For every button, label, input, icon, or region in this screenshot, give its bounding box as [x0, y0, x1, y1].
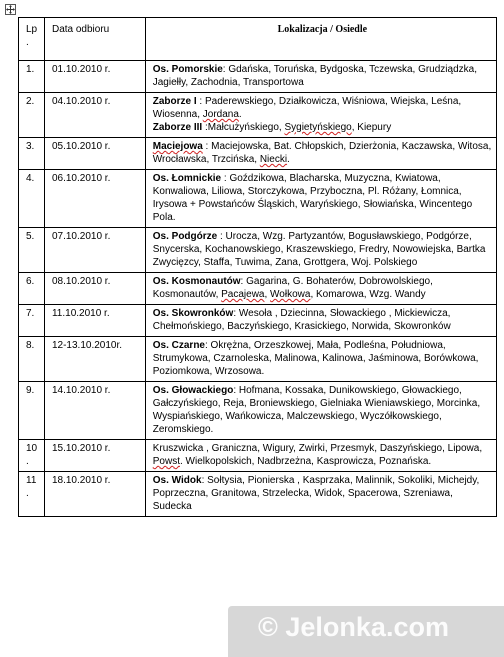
street-misspelled: Jordana — [202, 109, 239, 120]
table-row — [19, 472, 497, 517]
district-name: Os. Kosmonautów — [152, 276, 241, 287]
row-number: 10 . — [19, 440, 45, 472]
header-lp: Lp . — [19, 18, 45, 61]
punctuation: . — [238, 109, 242, 120]
street-misspelled: Powst — [152, 456, 180, 467]
street-list: : Gdańska, Toruńska, Bydgoska, Tczewska, Grudziądzka, Jagiełły, Zachodnia, Transportowa — [152, 64, 477, 88]
table-row — [19, 273, 497, 305]
row-number: 5. — [19, 228, 45, 273]
row-date: 08.10.2010 r. — [44, 273, 145, 305]
row-location — [145, 305, 496, 337]
row-location — [145, 337, 496, 382]
row-date: 06.10.2010 r. — [44, 170, 145, 228]
row-location — [145, 61, 496, 93]
street-list: : Hofmana, Kossaka, Dunikowskiego, Głowackiego, Gałczyńskiego, Reja, Broniewskiego, Gielniaka Wieniawskiego, Morcinka, Wyspiańskiego, Wańkowicza, Malczewskiego, Wyczółkowskiego, Zeromskiego. — [152, 385, 481, 435]
row-location — [145, 440, 496, 472]
table-row — [19, 138, 497, 170]
header-date: Data odbioru — [44, 18, 145, 61]
row-location — [145, 472, 496, 517]
row-date: 04.10.2010 r. — [44, 93, 145, 138]
row-location — [145, 273, 496, 305]
district-name: Maciejowa — [152, 141, 203, 152]
street-list: : Paderewskiego, Działkowicza, Wiśniowa, Wiejska, Leśna, Wiosenna, — [152, 96, 462, 120]
table-move-handle[interactable] — [5, 4, 16, 15]
row-number: 1. — [19, 61, 45, 93]
punctuation: , — [264, 289, 271, 300]
district-name: Os. Czarne — [152, 340, 205, 351]
district-name: Os. Skowronków — [152, 308, 234, 319]
row-number: 11 . — [19, 472, 45, 517]
row-number: 4. — [19, 170, 45, 228]
district-name: Os. Widok — [152, 475, 202, 486]
row-number: 6. — [19, 273, 45, 305]
street-list: Kruszwicka , Graniczna, Wigury, Zwirki, Przesmyk, Daszyńskiego, Lipowa, — [152, 443, 483, 454]
district-name: Zaborze III — [152, 122, 203, 133]
row-date: 15.10.2010 r. — [44, 440, 145, 472]
street-list: : Wesoła , Dziecinna, Słowackiego , Mickiewicza, Chełmońskiego, Baczyńskiego, Krasickiego, Norwida, Skowronków — [152, 308, 451, 332]
street-list: , Komarowa, Wzg. Wandy — [310, 289, 426, 300]
row-number: 8. — [19, 337, 45, 382]
table-row — [19, 61, 497, 93]
row-date: 11.10.2010 r. — [44, 305, 145, 337]
row-location — [145, 93, 496, 138]
table-row — [19, 440, 497, 472]
street-list: : Sołtysia, Pionierska , Kasprzaka, Malinnik, Sokoliki, Michejdy, Poprzeczna, Granitowa, Strzelecka, Widok, Spacerowa, Szreniawa, Sudecka — [152, 475, 480, 512]
row-date: 07.10.2010 r. — [44, 228, 145, 273]
street-list: : Urocza, Wzg. Partyzantów, Bogusławskiego, Podgórze, Snycerska, Kochanowskiego, Kraszewskiego, Fredry, Nowowiejska, Bartka Zwycięzcy, Staffa, Tuwima, Zana, Grottgera, Woj. Polskiego — [152, 231, 486, 268]
table-row — [19, 93, 497, 138]
collection-schedule-table — [18, 17, 497, 517]
street-misspelled: Niecki — [259, 154, 288, 165]
street-list: : Okrężna, Orzeszkowej, Mała, Podleśna, Południowa, Strumykowa, Czarnoleska, Malinowa, Kalinowa, Jaśminowa, Borówkowa, Poziomkowa, Wrzosowa. — [152, 340, 479, 377]
row-date: 14.10.2010 r. — [44, 382, 145, 440]
street-list: , Kiepury — [351, 122, 392, 133]
street-misspelled: Sygietyńskiego — [284, 122, 352, 133]
row-date: 12-13.10.2010r. — [44, 337, 145, 382]
row-number: 2. — [19, 93, 45, 138]
district-name: Os. Głowackiego — [152, 385, 234, 396]
move-cross-icon — [6, 5, 15, 14]
row-location — [145, 170, 496, 228]
street-misspelled: Pacajewa — [221, 289, 265, 300]
row-location — [145, 228, 496, 273]
row-number: 9. — [19, 382, 45, 440]
district-name: Os. Łomnickie — [152, 173, 222, 184]
district-name: Zaborze I — [152, 96, 197, 107]
row-date: 18.10.2010 r. — [44, 472, 145, 517]
street-list: : Maciejowska, Bat. Chłopskich, Dzierżonia, Kaczawska, Witosa, Wrocławska, Trzcińska, — [152, 141, 492, 165]
street-list: . Wielkopolskich, Nadbrzeżna, Kasprowicza, Poznańska. — [179, 456, 432, 467]
table-row — [19, 305, 497, 337]
street-list: :Małcużyńskiego, — [202, 122, 285, 133]
row-date: 01.10.2010 r. — [44, 61, 145, 93]
header-location: Lokalizacja / Osiedle — [145, 18, 496, 61]
district-name: Os. Pomorskie — [152, 64, 223, 75]
row-location — [145, 138, 496, 170]
watermark-text: © Jelonka.com — [258, 612, 449, 642]
district-name: Os. Podgórze — [152, 231, 218, 242]
row-date: 05.10.2010 r. — [44, 138, 145, 170]
row-number: 3. — [19, 138, 45, 170]
street-list: : Gagarina, G. Bohaterów, Dobrowolskiego, Kosmonautów, — [152, 276, 433, 300]
table-row — [19, 170, 497, 228]
table-row — [19, 382, 497, 440]
table-row — [19, 337, 497, 382]
street-misspelled: Wołkowa — [270, 289, 311, 300]
row-number: 7. — [19, 305, 45, 337]
row-location — [145, 382, 496, 440]
header-row — [19, 18, 497, 61]
table-row — [19, 228, 497, 273]
punctuation: . — [287, 154, 290, 165]
street-list: : Goździkowa, Blacharska, Muzyczna, Kwiatowa, Konwaliowa, Liliowa, Storczykowa, Przyboczna, Pl. Różany, Łomnica, Irysowa + Powstańców Śląskich, Waryńskiego, Słowiańska, Wincentego Pola. — [152, 173, 473, 223]
